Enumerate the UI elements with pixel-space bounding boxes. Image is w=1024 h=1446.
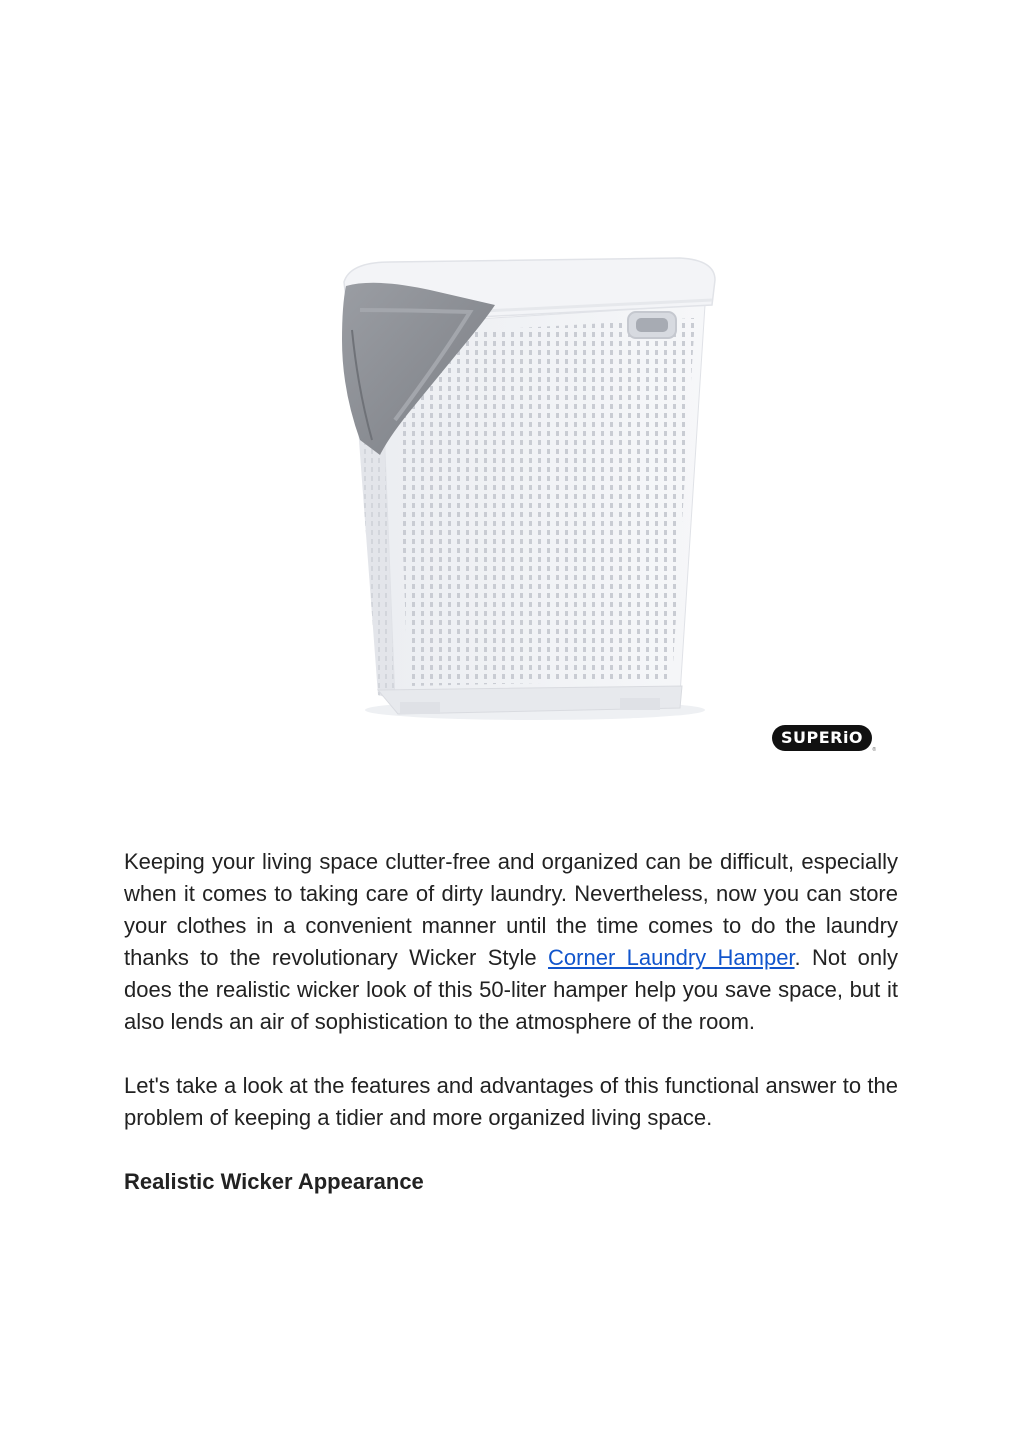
trademark-symbol: ® bbox=[872, 747, 876, 753]
article-body bbox=[124, 846, 898, 1198]
superio-logo bbox=[772, 725, 876, 753]
section-heading: Realistic Wicker Appearance bbox=[124, 1169, 424, 1194]
logo-badge: SUPERiO bbox=[772, 725, 872, 751]
intro-text-before-link: Keeping your living space clutter-free and organized can be difficult, especially when it comes to taking care of dirty laundry. Nevertheless, now you can store your clothes in a convenient manner until the time comes to do the laundry thanks to the revolutionary Wicker Style bbox=[124, 849, 898, 970]
intro-paragraph bbox=[124, 846, 898, 1038]
corner-laundry-hamper-link[interactable]: Corner Laundry Hamper bbox=[548, 945, 795, 970]
laundry-hamper-photo bbox=[320, 250, 890, 770]
intro-text-after-link: . Not only does the realistic wicker look of this 50-liter hamper help you save space, but it also lends an air of sophistication to the atmosphere of the room. bbox=[124, 945, 898, 1034]
features-intro-paragraph: Let's take a look at the features and advantages of this functional answer to the problem of keeping a tidier and more organized living space. bbox=[124, 1073, 898, 1130]
